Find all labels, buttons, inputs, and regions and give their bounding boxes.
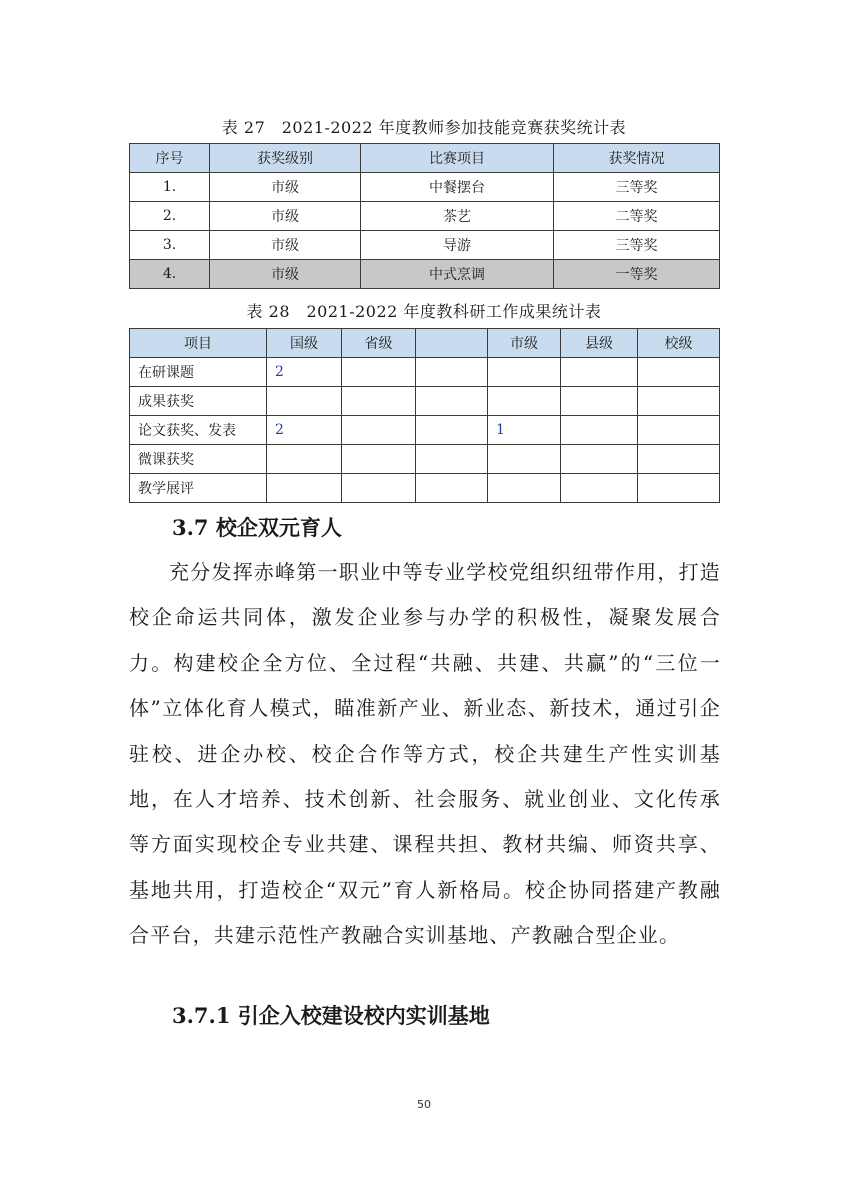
table-cell — [638, 387, 720, 416]
page-number: 50 — [417, 1098, 431, 1111]
table-cell — [342, 474, 416, 503]
table-row — [130, 474, 720, 503]
table-cell: 3. — [130, 231, 210, 260]
skills-competition-table — [129, 143, 720, 289]
section-paragraph: 充分发挥赤峰第一职业中等专业学校党组织纽带作用，打造校企命运共同体，激发企业参与办学的积极性，凝聚发展合力。构建校企全方位、全过程“共融、共建、共赢”的“三位一体”立体化育人模式，瞄准新产业、新业态、新技术，通过引企驻校、进企办校、校企合作等方式，校企共建生产性实训基地，在人才培养、技术创新、社会服务、就业创业、文化传承等方面实现校企专业共建、课程共担、教材共编、师资共享、基地共用，打造校企“双元”育人新格局。校企协同搭建产教融合平台，共建示范性产教融合实训基地、产教融合型企业。 — [129, 560, 721, 948]
table-cell: 1 — [488, 416, 561, 445]
table-header-row — [130, 329, 720, 358]
subsection-heading: 3.7.1 引企入校建设校内实训基地 — [172, 1003, 490, 1028]
table-cell: 一等奖 — [554, 260, 720, 289]
row-label: 在研课题 — [130, 358, 267, 387]
table-cell — [561, 445, 638, 474]
table-cell — [488, 445, 561, 474]
table-cell: 2 — [267, 416, 342, 445]
row-label: 成果获奖 — [130, 387, 267, 416]
table-cell: 中式烹调 — [361, 260, 554, 289]
header-cell: 县级 — [561, 329, 638, 358]
table-cell — [561, 474, 638, 503]
table-cell: 市级 — [210, 260, 361, 289]
table-cell: 市级 — [210, 231, 361, 260]
table-row — [130, 445, 720, 474]
header-cell: 项目 — [130, 329, 267, 358]
table-cell — [416, 387, 488, 416]
table-row — [130, 173, 720, 202]
header-cell: 序号 — [130, 144, 210, 173]
table28-caption: 表 28 2021-2022 年度教科研工作成果统计表 — [246, 302, 602, 321]
table-cell — [561, 358, 638, 387]
table-cell — [342, 445, 416, 474]
table-cell: 三等奖 — [554, 173, 720, 202]
section-heading: 3.7 校企双元育人 — [172, 515, 342, 540]
table-cell — [342, 358, 416, 387]
header-cell: 获奖情况 — [554, 144, 720, 173]
table-cell — [488, 387, 561, 416]
table-row — [130, 416, 720, 445]
table-cell — [267, 474, 342, 503]
table-row-highlighted — [130, 260, 720, 289]
table-cell: 4. — [130, 260, 210, 289]
row-label: 微课获奖 — [130, 445, 267, 474]
header-cell — [416, 329, 488, 358]
header-cell: 获奖级别 — [210, 144, 361, 173]
table-cell — [416, 445, 488, 474]
header-cell: 校级 — [638, 329, 720, 358]
table-cell — [342, 416, 416, 445]
table-cell: 中餐摆台 — [361, 173, 554, 202]
table-row — [130, 358, 720, 387]
header-cell: 国级 — [267, 329, 342, 358]
table-cell: 茶艺 — [361, 202, 554, 231]
table-cell — [638, 474, 720, 503]
table-cell — [561, 416, 638, 445]
research-results-table — [129, 328, 720, 503]
table-cell — [416, 474, 488, 503]
table-cell: 2. — [130, 202, 210, 231]
table-cell: 导游 — [361, 231, 554, 260]
table-cell — [638, 358, 720, 387]
table-cell — [561, 387, 638, 416]
table-cell: 市级 — [210, 202, 361, 231]
table-cell — [342, 387, 416, 416]
table-cell: 二等奖 — [554, 202, 720, 231]
table-cell — [267, 445, 342, 474]
table-cell: 2 — [267, 358, 342, 387]
table27-caption: 表 27 2021-2022 年度教师参加技能竞赛获奖统计表 — [221, 118, 627, 137]
table-cell — [638, 416, 720, 445]
table-cell: 1. — [130, 173, 210, 202]
row-label: 教学展评 — [130, 474, 267, 503]
header-cell: 市级 — [488, 329, 561, 358]
table-row — [130, 231, 720, 260]
table-cell — [638, 445, 720, 474]
table-cell — [488, 358, 561, 387]
table-cell — [267, 387, 342, 416]
header-cell: 比赛项目 — [361, 144, 554, 173]
table-row — [130, 202, 720, 231]
table-cell — [416, 358, 488, 387]
table-cell: 市级 — [210, 173, 361, 202]
table-row — [130, 387, 720, 416]
table-header-row — [130, 144, 720, 173]
row-label: 论文获奖、发表 — [130, 416, 267, 445]
table-cell — [488, 474, 561, 503]
header-cell: 省级 — [342, 329, 416, 358]
table-cell: 三等奖 — [554, 231, 720, 260]
table-cell — [416, 416, 488, 445]
